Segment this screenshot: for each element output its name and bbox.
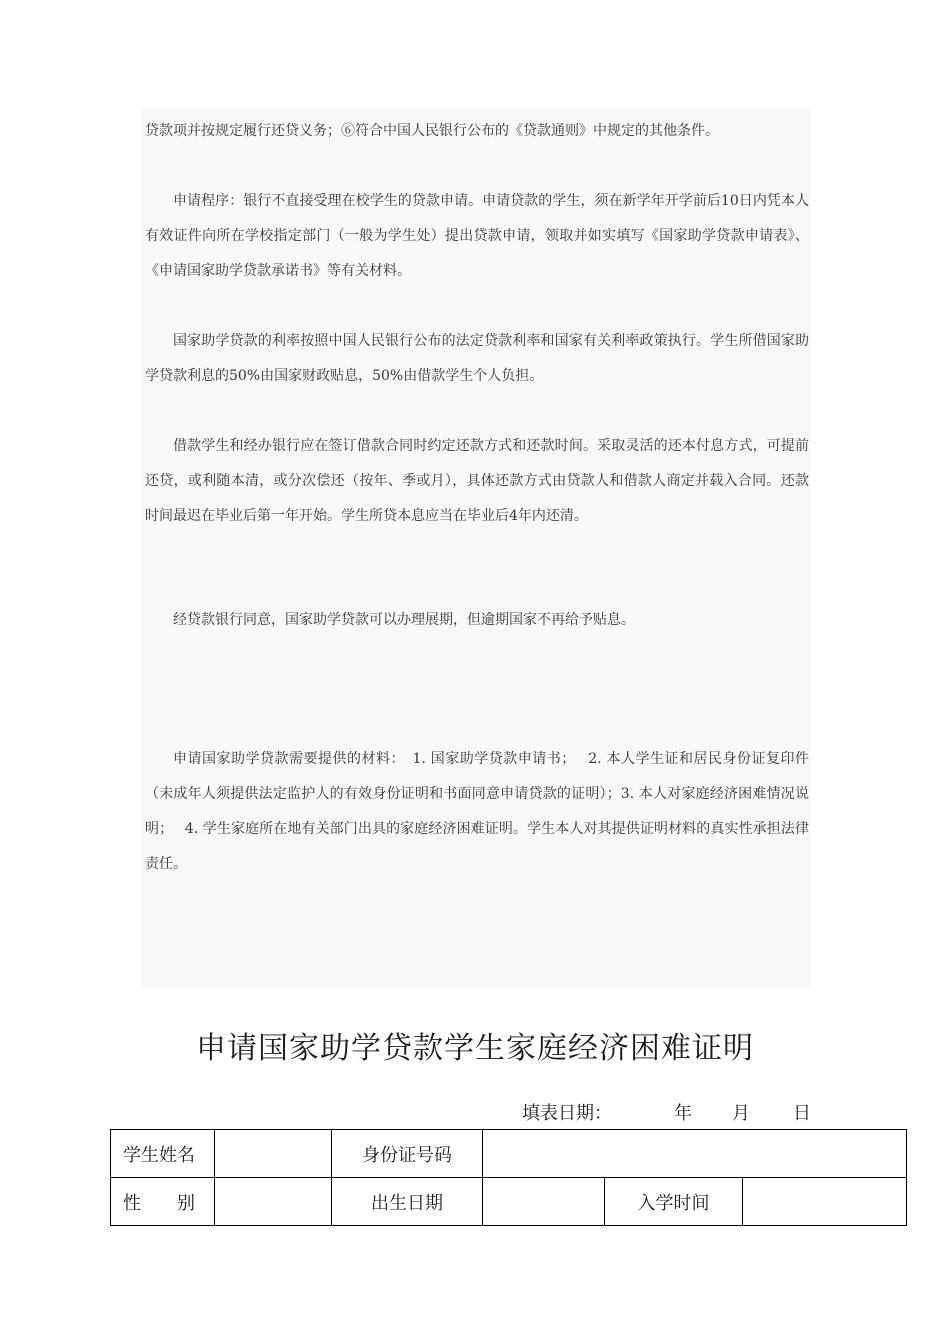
form-title: 申请国家助学贷款学生家庭经济困难证明: [196, 1031, 754, 1066]
enrollment-date-label: 入学时间: [605, 1178, 743, 1226]
paragraph-loan-conditions: 贷款项并按规定履行还贷义务；⑥符合中国人民银行公布的《贷款通则》中规定的其他条件。: [145, 123, 719, 139]
fill-date-year: 年: [674, 1103, 692, 1124]
paragraph-interest-rate: 国家助学贷款的利率按照中国人民银行公布的法定贷款利率和国家有关利率政策执行。学生所借国家助学贷款利息的50%由国家财政贴息，50%由借款学生个人负担。: [145, 333, 809, 384]
fill-date-day: 日: [793, 1103, 811, 1124]
paragraph-application-procedure: 申请程序：银行不直接受理在校学生的贷款申请。申请贷款的学生，须在新学年开学前后10日内凭本人有效证件向所在学校指定部门（一般为学生处）提出贷款申请，领取并如实填写《国家助学贷款申请表》、《申请国家助学贷款承诺书》等有关材料。: [145, 193, 809, 279]
table-row: [111, 1130, 907, 1178]
birth-date-label: 出生日期: [332, 1178, 483, 1226]
enrollment-date-field[interactable]: [743, 1178, 907, 1226]
gender-field[interactable]: [215, 1178, 332, 1226]
paragraph-repayment: 借款学生和经办银行应在签订借款合同时约定还款方式和还款时间。采取灵活的还本付息方式，可提前还贷，或利随本清，或分次偿还（按年、季或月），具体还款方式由贷款人和借款人商定并载入合同。还款时间最迟在毕业后第一年开始。学生所贷本息应当在毕业后4年内还清。: [145, 438, 809, 524]
gender-label: 性 别: [111, 1178, 215, 1226]
paragraph-required-materials: 申请国家助学贷款需要提供的材料： 1. 国家助学贷款申请书； 2. 本人学生证和居民身份证复印件（未成年人须提供法定监护人的有效身份证明和书面同意申请贷款的证明）；3. 本人对家庭经济困难情况说明； 4. 学生家庭所在地有关部门出具的家庭经济困难证明。学生本人对其提供证明材料的真实性承担法律责任。: [145, 751, 809, 872]
birth-date-field[interactable]: [483, 1178, 605, 1226]
id-number-label: 身份证号码: [332, 1130, 483, 1178]
fill-date-label: 填表日期：: [522, 1103, 612, 1124]
student-info-table: [110, 1129, 907, 1226]
student-name-field[interactable]: [215, 1130, 332, 1178]
paragraph-extension: 经贷款银行同意，国家助学贷款可以办理展期，但逾期国家不再给予贴息。: [173, 612, 635, 628]
student-name-label: 学生姓名: [111, 1130, 215, 1178]
id-number-field[interactable]: [483, 1130, 907, 1178]
table-row: [111, 1178, 907, 1226]
fill-date-month: 月: [732, 1103, 750, 1124]
